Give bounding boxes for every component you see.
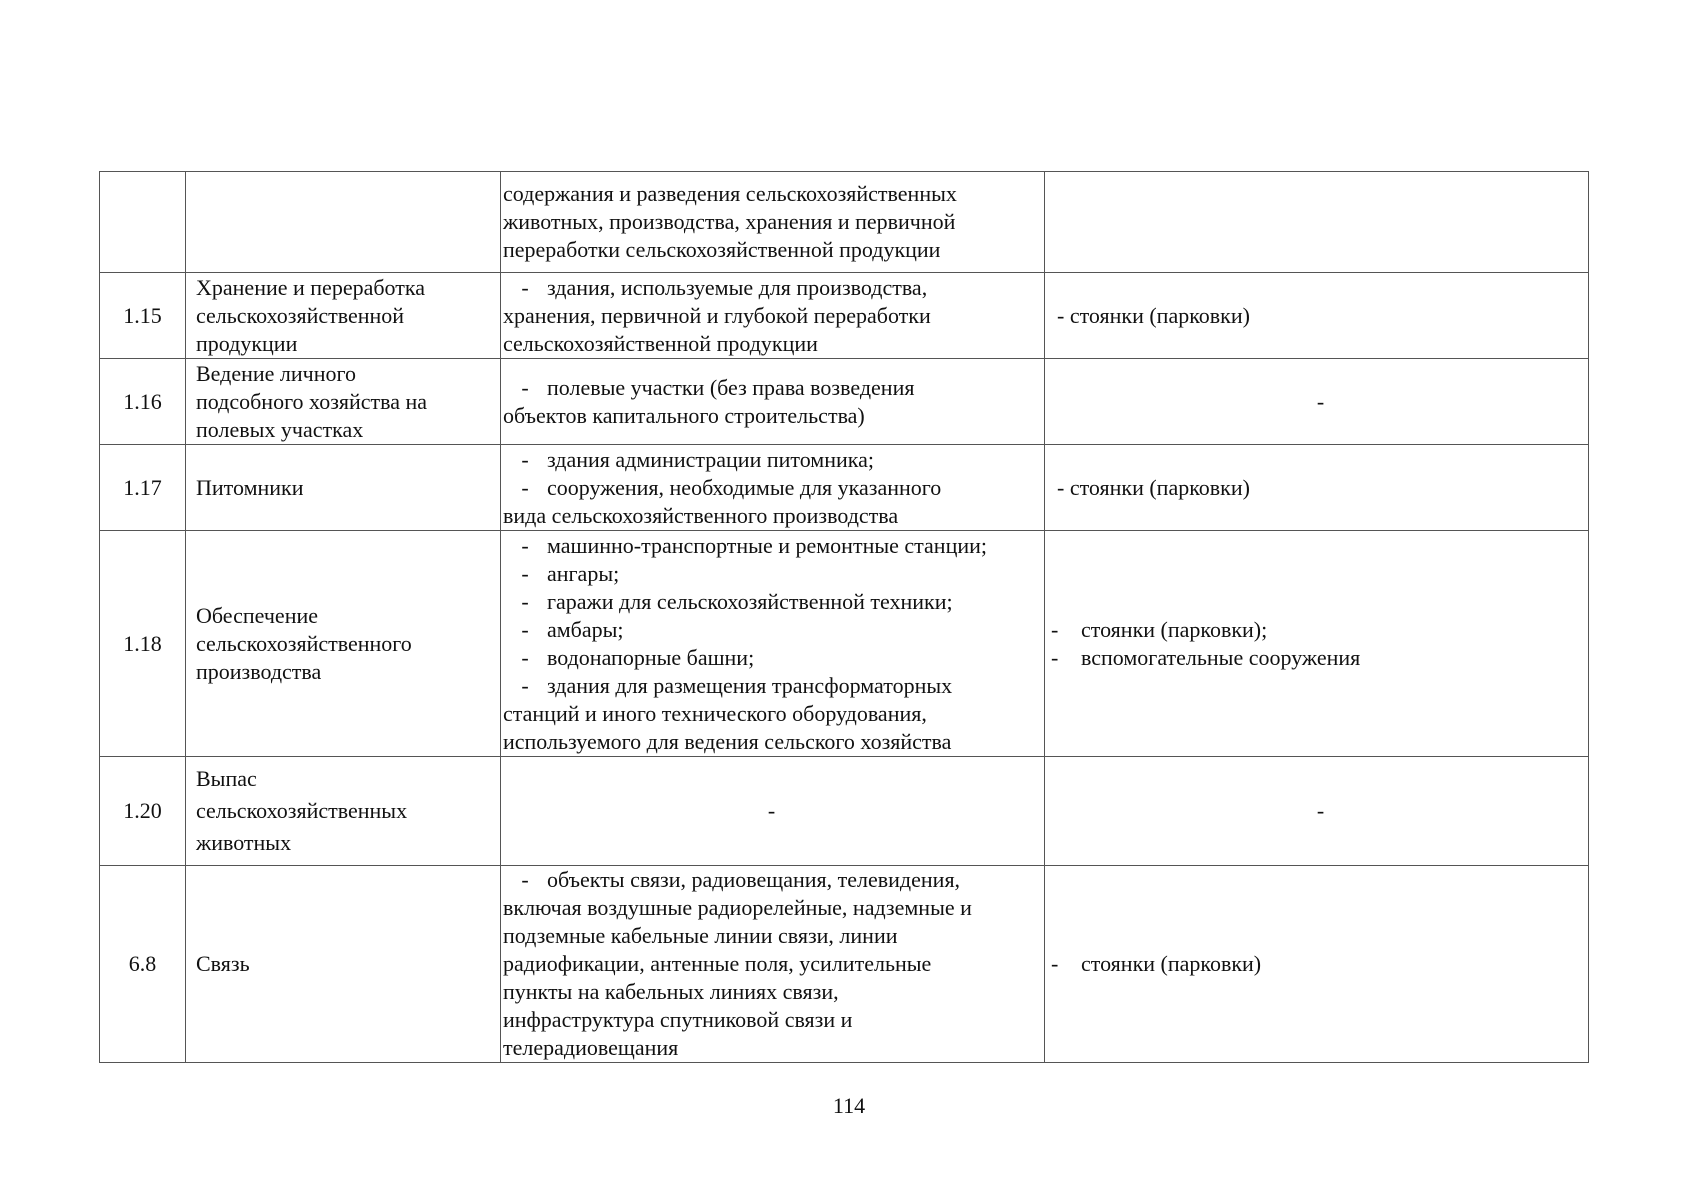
main-use-line: переработки сельскохозяйственной продукции [503,237,941,262]
main-use-line [503,866,1040,894]
main-use-line [503,446,1040,474]
use-type-line: сельскохозяйственного [196,630,412,656]
main-use-text: ангары; [547,560,620,586]
main-use-line [503,616,1040,644]
use-type-cell [186,359,501,445]
main-use-line: телерадиовещания [503,1035,679,1060]
main-use-text: амбары; [547,616,624,642]
bullet-dash: - [521,274,529,300]
main-uses-cell [501,445,1045,531]
main-use-line: сельскохозяйственной продукции [503,330,818,356]
aux-use-text: стоянки (парковки) [1081,951,1262,976]
main-use-text: водонапорные башни; [547,644,755,670]
row-number-cell: 1.15 [100,273,186,359]
auxiliary-uses-cell [1045,866,1589,1063]
main-use-line [503,644,1040,672]
main-use-line: пункты на кабельных линиях связи, [503,979,839,1004]
main-use-line [503,474,1040,502]
bullet-dash: - [521,867,529,892]
use-type-line: продукции [196,330,298,356]
row-number-cell [100,172,186,273]
main-uses-cell [501,172,1045,273]
bullet-dash: - [521,374,529,400]
use-type-line: подсобного хозяйства на [196,388,428,414]
use-type-line: Обеспечение [196,602,318,628]
aux-use-line: - стоянки (парковки) [1057,474,1250,500]
main-use-line: станций и иного технического оборудования, [503,700,927,726]
bullet-dash: - [521,644,529,670]
use-type-line: сельскохозяйственной [196,302,405,328]
use-type-line: животных [196,830,292,855]
bullet-dash: - [521,588,529,614]
use-type-cell [186,757,501,866]
table-row [100,172,1589,273]
main-use-line: подземные кабельные линии связи, линии [503,923,898,948]
use-type-cell [186,531,501,757]
table-row [100,273,1589,359]
aux-use-line: - стоянки (парковки) [1057,302,1250,328]
auxiliary-uses-cell: - [1045,757,1589,866]
main-uses-cell: - [501,757,1045,866]
auxiliary-uses-cell [1045,445,1589,531]
main-use-line [503,560,1040,588]
table-row [100,531,1589,757]
main-use-text: объекты связи, радиовещания, телевидения, [547,867,961,892]
use-type-cell [186,445,501,531]
aux-use-line [1051,616,1584,644]
main-uses-cell [501,531,1045,757]
main-use-line [503,672,1040,700]
aux-use-line [1051,950,1584,978]
bullet-dash: - [521,532,529,558]
use-type-line: Ведение личного [196,360,356,386]
main-use-text: здания администрации питомника; [547,446,875,472]
auxiliary-uses-cell: - [1045,359,1589,445]
use-type-cell [186,273,501,359]
table-row [100,445,1589,531]
main-use-text: гаражи для сельскохозяйственной техники; [547,588,953,614]
aux-use-line [1051,644,1584,672]
use-type-line: Выпас [196,766,257,791]
bullet-dash: - [521,672,529,698]
bullet-dash: - [1051,616,1059,642]
main-use-line [503,374,1040,402]
table-row [100,757,1589,866]
use-type-line: производства [196,658,322,684]
use-type-line: полевых участках [196,416,364,442]
main-use-text: машинно-транспортные и ремонтные станции; [547,532,988,558]
bullet-dash: - [521,446,529,472]
bullet-dash: - [521,474,529,500]
table-row [100,866,1589,1063]
main-use-line: содержания и разведения сельскохозяйственных [503,181,957,206]
bullet-dash: - [521,616,529,642]
main-uses-cell [501,359,1045,445]
main-use-line [503,532,1040,560]
auxiliary-uses-cell [1045,273,1589,359]
aux-use-text: вспомогательные сооружения [1081,644,1361,670]
use-type-line: Связь [196,951,250,976]
main-use-line [503,274,1040,302]
aux-use-text: стоянки (парковки); [1081,616,1268,642]
use-type-cell [186,866,501,1063]
row-number-cell: 6.8 [100,866,186,1063]
row-number-cell: 1.18 [100,531,186,757]
bullet-dash: - [1051,951,1059,976]
bullet-dash: - [1051,644,1059,670]
main-use-line: радиофикации, антенные поля, усилительные [503,951,932,976]
auxiliary-uses-cell [1045,531,1589,757]
auxiliary-uses-cell [1045,172,1589,273]
main-use-line: инфраструктура спутниковой связи и [503,1007,853,1032]
main-use-line: хранения, первичной и глубокой переработки [503,302,931,328]
land-use-table [99,171,1589,1063]
use-type-line: Хранение и переработка [196,274,425,300]
main-use-text: сооружения, необходимые для указанного [547,474,942,500]
main-use-line: животных, производства, хранения и первичной [503,209,956,234]
main-uses-cell [501,273,1045,359]
main-use-line: используемого для ведения сельского хозяйства [503,728,952,754]
table-row [100,359,1589,445]
row-number-cell: 1.16 [100,359,186,445]
main-use-line [503,588,1040,616]
use-type-line: Питомники [196,474,304,500]
main-use-line: включая воздушные радиорелейные, надземные и [503,895,972,920]
use-type-line: сельскохозяйственных [196,798,408,823]
main-use-line: объектов капитального строительства) [503,402,865,428]
main-use-text: здания для размещения трансформаторных [547,672,953,698]
main-use-line: вида сельскохозяйственного производства [503,502,899,528]
row-number-cell: 1.20 [100,757,186,866]
main-use-text: полевые участки (без права возведения [547,374,915,400]
bullet-dash: - [521,560,529,586]
main-use-text: здания, используемые для производства, [547,274,928,300]
main-uses-cell [501,866,1045,1063]
page-number: 114 [832,1093,866,1118]
use-type-cell [186,172,501,273]
row-number-cell: 1.17 [100,445,186,531]
